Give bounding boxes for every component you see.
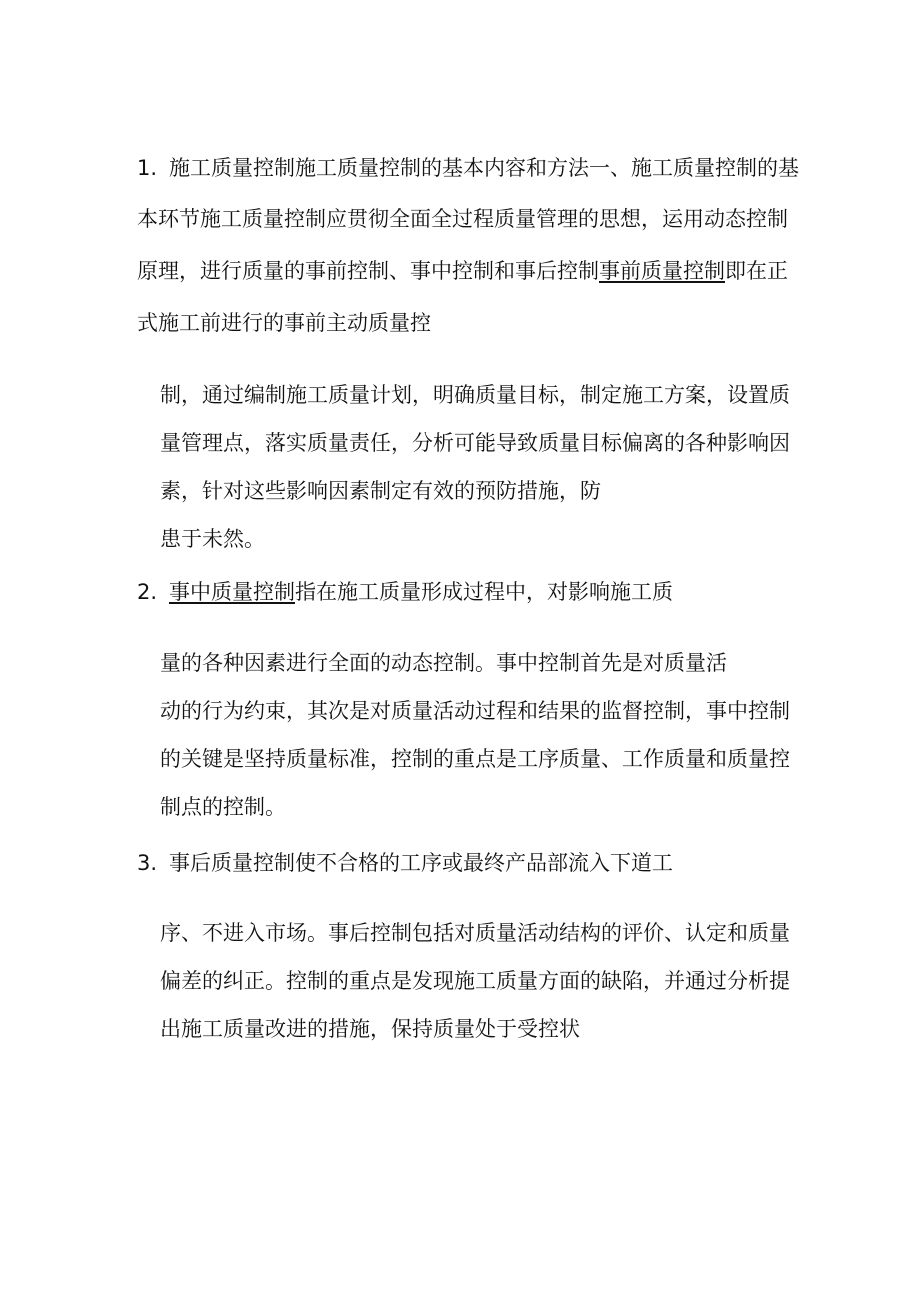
item1-line3-text-b: 即在正: [725, 259, 788, 283]
pre-control-link[interactable]: 事前质量控制: [599, 259, 725, 283]
item3-para-line3: 出施工质量改进的措施，保持质量处于受控状: [160, 1017, 580, 1041]
item1-para-line2: 量管理点，落实质量责任，分析可能导致质量目标偏离的各种影响因: [160, 431, 790, 455]
item1-line4: 式施工前进行的事前主动质量控: [137, 311, 431, 335]
item1-line2: 本环节施工质量控制应贯彻全面全过程质量管理的思想，运用动态控制: [137, 207, 788, 231]
item2-number: 2.: [137, 580, 158, 604]
item2-heading-text: 指在施工质量形成过程中，对影响施工质: [295, 580, 673, 604]
item2-para-line2: 动的行为约束，其次是对质量活动过程和结果的监督控制，事中控制: [160, 699, 790, 723]
item1-line1: [137, 154, 799, 182]
item1-para-line3: 素，针对这些影响因素制定有效的预防措施，防: [160, 479, 601, 503]
item2-para-line1: 量的各种因素进行全面的动态控制。事中控制首先是对质量活: [160, 651, 727, 675]
item2-para-line3: 的关键是坚持质量标准，控制的重点是工序质量、工作质量和质量控: [160, 747, 790, 771]
item1-para-line1: 制，通过编制施工质量计划，明确质量目标，制定施工方案，设置质: [160, 383, 790, 407]
item3-para-line1: 序、不进入市场。事后控制包括对质量活动结构的评价、认定和质量: [160, 921, 790, 945]
item1-line3-text-a: 原理，进行质量的事前控制、事中控制和事后控制: [137, 259, 599, 283]
item1-line3: [137, 257, 788, 285]
item3-number: 3.: [137, 851, 158, 875]
item2-para-line4: 制点的控制。: [160, 795, 286, 819]
item2-heading: [137, 578, 673, 606]
item3-para-line2: 偏差的纠正。控制的重点是发现施工质量方面的缺陷，并通过分析提: [160, 969, 790, 993]
item1-line1-text: 施工质量控制施工质量控制的基本内容和方法一、施工质量控制的基: [169, 156, 799, 180]
item3-heading: [137, 849, 673, 877]
in-process-control-link[interactable]: 事中质量控制: [169, 580, 295, 604]
item1-number: 1.: [137, 156, 158, 180]
item1-para-line4: 患于未然。: [160, 527, 265, 551]
item3-heading-text: 事后质量控制使不合格的工序或最终产品部流入下道工: [169, 851, 673, 875]
